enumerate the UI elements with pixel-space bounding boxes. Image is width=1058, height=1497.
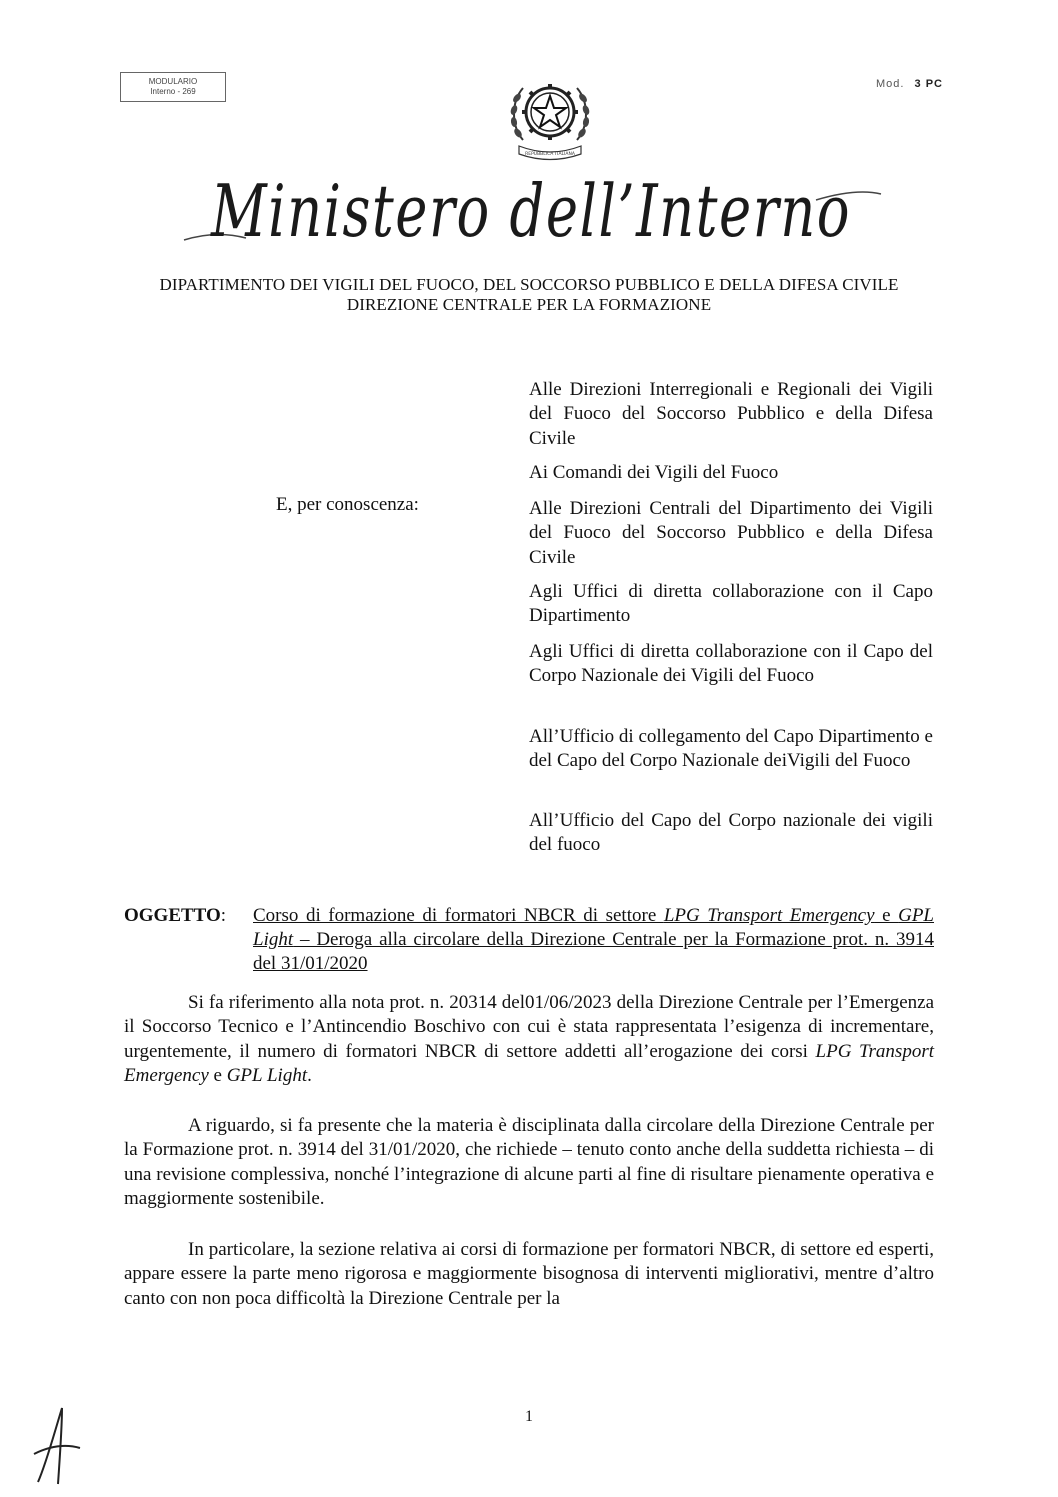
subject-label: OGGETTO: [124,905,227,926]
modulario-stamp [120,72,226,102]
cc-label: E, per conoscenza: [276,494,419,515]
republic-emblem-icon [505,68,595,163]
ministry-logotype [176,160,886,260]
cc-recipient-2: Agli Uffici di diretta collaborazione con il Capo Dipartimento [529,581,933,627]
modulario-line-1: MODULARIO [148,77,198,86]
ministry-name: Ministero dell’Interno [209,169,851,253]
handwritten-initial [32,1404,82,1486]
page-number: 1 [525,1408,533,1425]
subject-block [124,904,934,976]
recipient-1: Alle Direzioni Interregionali e Regionali dei Vigili del Fuoco del Soccorso Pubblico e della Difesa Civile [529,379,933,449]
body-paragraph-2: A riguardo, si fa presente che la materia è disciplinata dalla circolare della Direzione Centrale per la Formazione prot. n. 3914 del 31/01/2020, che richiede – tenuto conto anche della suddetta richiesta – di una revisione complessiva, nonché l’integrazione di alcune parti al fine di risultare pienamente operativa e maggiormente sostenibile. [124,1115,934,1210]
form-code-label: Mod. [876,78,905,90]
cc-recipient-5: All’Ufficio del Capo del Corpo nazionale dei vigili del fuoco [529,810,933,856]
cc-recipient-1: Alle Direzioni Centrali del Dipartimento dei Vigili del Fuoco del Soccorso Pubblico e della Difesa Civile [529,498,933,568]
cc-recipient-4: All’Ufficio di collegamento del Capo Dipartimento e del Capo del Corpo Nazionale deiVigili del Fuoco [529,726,933,772]
cc-recipient-3: Agli Uffici di diretta collaborazione con il Capo del Corpo Nazionale dei Vigili del Fuoco [529,641,933,687]
recipient-2: Ai Comandi dei Vigili del Fuoco [529,462,779,483]
subject-text: Corso di formazione di formatori NBCR di settore LPG Transport Emergency e GPL Light – Deroga alla circolare della Direzione Centrale per la Formazione prot. n. 3914 del 31/01/2020 [253,905,934,974]
form-code [876,78,943,90]
department-heading: DIPARTIMENTO DEI VIGILI DEL FUOCO, DEL SOCCORSO PUBBLICO E DELLA DIFESA CIVILE [159,275,899,294]
modulario-line-2: Interno - 269 [150,87,196,96]
directorate-heading: DIREZIONE CENTRALE PER LA FORMAZIONE [346,295,712,314]
body-paragraph-1: Si fa riferimento alla nota prot. n. 20314 del01/06/2023 della Direzione Centrale per l’Emergenza il Soccorso Tecnico e l’Antincendio Boschivo con cui è stata rappresentata l’esigenza di incrementare, urgentemente, il numero di formatori NBCR di settore addetti all’erogazione dei corsi LPG Transport Emergency e GPL Light. [124,992,934,1087]
emblem-ribbon-text: REPUBBLICA ITALIANA [525,152,575,157]
form-code-value: 3 PC [914,78,943,90]
body-paragraph-3: In particolare, la sezione relativa ai corsi di formazione per formatori NBCR, di settore ed esperti, appare essere la parte meno rigorosa e maggiormente bisognosa di interventi migliorativi, mentre d’altro canto con non poca difficoltà la Direzione Centrale per la [124,1239,934,1309]
